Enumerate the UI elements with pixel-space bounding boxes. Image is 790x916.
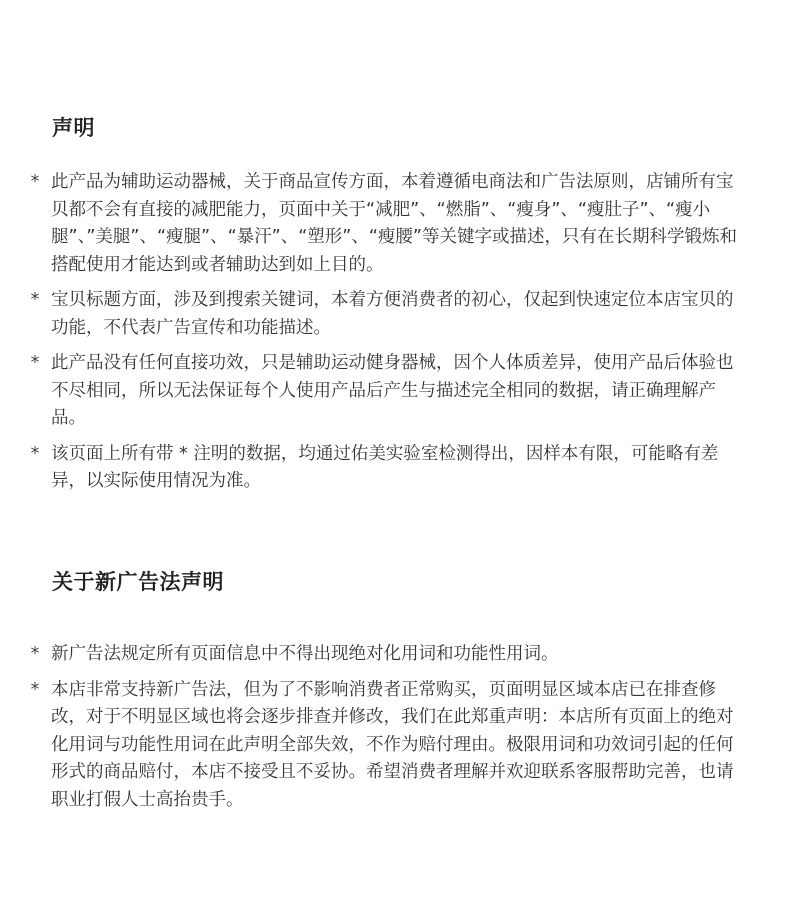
ad-law-note — [0, 677, 790, 815]
note-text: 本店非常支持新广告法，但为了不影响消费者正常购买，页面明显区域本店已在排查修改，对于不明显区域也将会逐步排查并修改，我们在此郑重声明：本店所有页面上的绝对化用词与功能性用词在此声明全部失效，不作为赔付理由。极限用词和功效词引起的任何形式的商品赔付，本店不接受且不妥协。希望消费者理解并欢迎联系客服帮助完善，也请职业打假人士高抬贵手。 — [51, 679, 734, 810]
statement-note — [0, 350, 790, 433]
asterisk-bullet: * — [30, 644, 40, 664]
note-text: 新广告法规定所有页面信息中不得出现绝对化用词和功能性用词。 — [51, 644, 559, 664]
ad-law-note — [0, 641, 790, 669]
asterisk-bullet: * — [30, 172, 40, 192]
statement-note — [0, 287, 790, 342]
section-title-ad-law: 关于新广告法声明 — [52, 570, 224, 594]
asterisk-bullet: * — [30, 353, 40, 373]
section-title-statement: 声明 — [52, 116, 95, 140]
ad-law-statement-section — [0, 566, 790, 822]
asterisk-bullet: * — [30, 290, 40, 310]
note-text: 此产品为辅助运动器械，关于商品宣传方面，本着遵循电商法和广告法原则，店铺所有宝贝都不会有直接的减肥能力，页面中关于“减肥”、“燃脂”、“瘦身”、“瘦肚子”、“瘦小腿”、”美腿”、“瘦腿”、“暴汗”、“塑形”、“瘦腰”等关键字或描述，只有在长期科学锻炼和搭配使用才能达到或者辅助达到如上目的。 — [51, 172, 737, 275]
statement-section — [0, 112, 790, 504]
note-text: 宝贝标题方面，涉及到搜索关键词，本着方便消费者的初心，仅起到快速定位本店宝贝的功能，不代表广告宣传和功能描述。 — [51, 290, 734, 338]
note-text: 该页面上所有带 * 注明的数据，均通过佑美实验室检测得出，因样本有限，可能略有差异，以实际使用情况为准。 — [51, 443, 719, 491]
ad-law-notes — [0, 641, 790, 814]
statement-notes — [0, 169, 790, 496]
statement-note — [0, 169, 790, 279]
statement-note — [0, 441, 790, 496]
note-text: 此产品没有任何直接功效，只是辅助运动健身器械，因个人体质差异，使用产品后体验也不尽相同，所以无法保证每个人使用产品后产生与描述完全相同的数据，请正确理解产品。 — [51, 353, 734, 428]
asterisk-bullet: * — [30, 679, 40, 700]
asterisk-bullet: * — [30, 443, 40, 464]
